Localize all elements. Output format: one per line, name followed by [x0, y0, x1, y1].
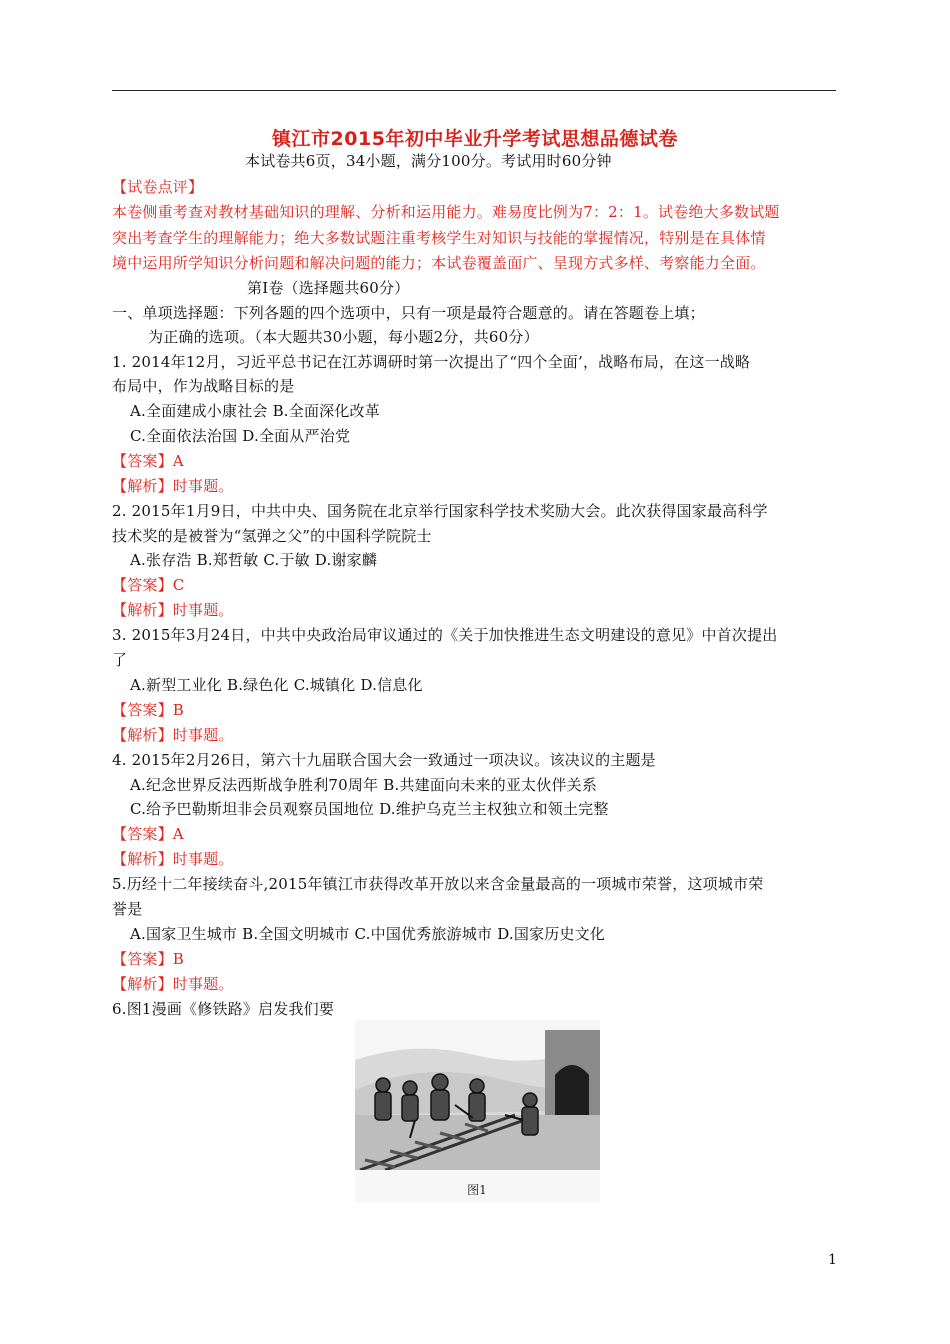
question-5-stem: 5.历经十二年接续奋斗,2015年镇江市获得改革开放以来含金量最高的一项城市荣誉，这项城市荣: [112, 875, 764, 893]
header-rule: [112, 90, 836, 91]
question-4-options: A.纪念世界反法西斯战争胜利70周年 B.共建面向未来的亚太伙伴关系: [130, 776, 598, 794]
question-1-options: A.全面建成小康社会 B.全面深化改革: [130, 402, 380, 420]
question-5-answer: 【答案】B: [112, 950, 185, 968]
question-1-stem: 1. 2014年12月，习近平总书记在江苏调研时第一次提出了“四个全面’，战略布局，在这一战略: [112, 353, 751, 371]
review-line: 本卷侧重考查对教材基础知识的理解、分析和运用能力。难易度比例为7：2：1。试卷绝大多数试题: [112, 203, 780, 221]
question-5-stem: 誉是: [112, 900, 143, 918]
question-1-stem: 布局中，作为战略目标的是: [112, 377, 295, 395]
question-3-stem: 3. 2015年3月24日，中共中央政治局审议通过的《关于加快推进生态文明建设的意见》中首次提出: [112, 626, 778, 644]
page-title: 镇江市2015年初中毕业升学考试思想品德试卷: [272, 128, 678, 150]
question-3-answer: 【答案】B: [112, 701, 185, 719]
question-6-stem: 6.图1漫画《修铁路》启发我们要: [112, 1000, 335, 1018]
question-4-answer: 【答案】A: [112, 825, 184, 843]
question-1-explanation: 【解析】时事题。: [112, 477, 234, 495]
question-2-stem: 2. 2015年1月9日，中共中央、国务院在北京举行国家科学技术奖励大会。此次获得国家最高科学: [112, 502, 768, 520]
question-5-options: A.国家卫生城市 B.全国文明城市 C.中国优秀旅游城市 D.国家历史文化: [130, 925, 606, 943]
review-line: 境中运用所学知识分析问题和解决问题的能力；本试卷覆盖面广、呈现方式多样、考察能力全面。: [112, 254, 766, 272]
question-3-explanation: 【解析】时事题。: [112, 726, 234, 744]
question-5-explanation: 【解析】时事题。: [112, 975, 234, 993]
question-1-options: C.全面依法治国 D.全面从严治党: [130, 427, 351, 445]
question-2-stem: 技术奖的是被誉为“氢弹之父”的中国科学院院士: [112, 527, 432, 545]
question-4-stem: 4. 2015年2月26日，第六十九届联合国大会一致通过一项决议。该决议的主题是: [112, 751, 656, 769]
instruction-line: 一、单项选择题：下列各题的四个选项中，只有一项是最符合题意的。请在答题卷上填；: [112, 304, 705, 322]
instruction-line: 为正确的选项。（本大题共30小题，每小题2分，共60分）: [148, 328, 539, 346]
question-2-explanation: 【解析】时事题。: [112, 601, 234, 619]
page-number: 1: [828, 1252, 837, 1268]
question-4-options: C.给予巴勒斯坦非会员观察员国地位 D.维护乌克兰主权独立和领土完整: [130, 800, 609, 818]
question-3-options: A.新型工业化 B.绿色化 C.城镇化 D.信息化: [130, 676, 423, 694]
question-2-options: A.张存浩 B.郑哲敏 C.于敏 D.谢家麟: [130, 551, 378, 569]
question-4-explanation: 【解析】时事题。: [112, 850, 234, 868]
section-title: 第Ⅰ卷（选择题共60分）: [247, 279, 410, 297]
question-1-answer: 【答案】A: [112, 452, 184, 470]
question-2-answer: 【答案】C: [112, 576, 185, 594]
review-label: 【试卷点评】: [112, 178, 204, 196]
review-line: 突出考查学生的理解能力；绝大多数试题注重考核学生对知识与技能的掌握情况，特别是在具体情: [112, 229, 766, 247]
exam-subtitle: 本试卷共6页，34小题，满分100分。考试用时60分钟: [245, 152, 612, 170]
question-3-stem: 了: [112, 651, 128, 669]
figure-caption: 图1: [467, 1183, 487, 1197]
railway-cartoon-figure: [355, 1020, 600, 1203]
